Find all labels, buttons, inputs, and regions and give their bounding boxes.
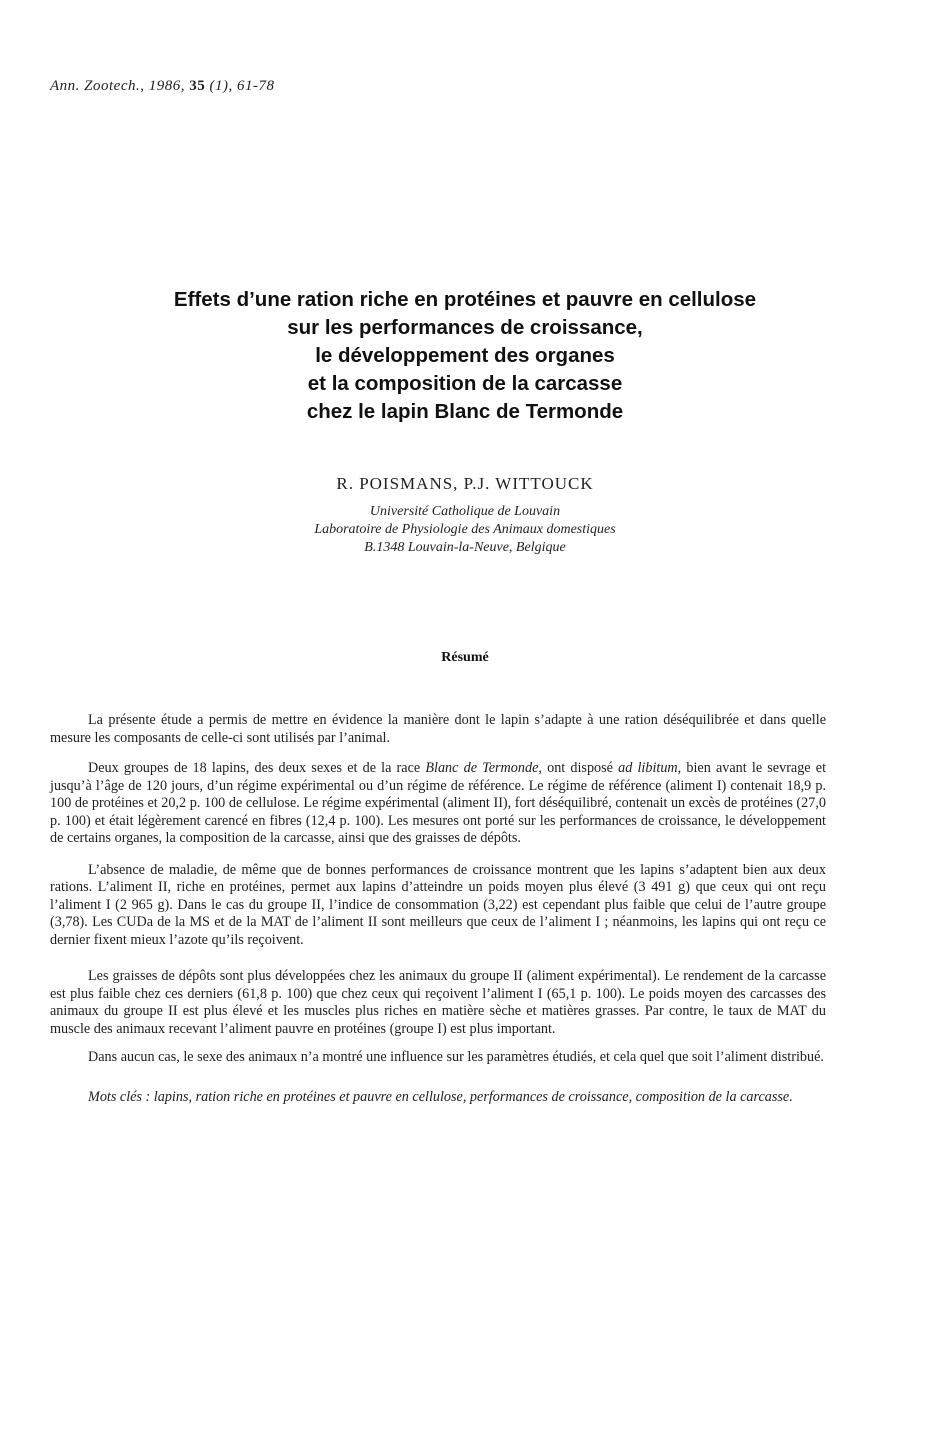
- abstract-paragraph: [50, 760, 826, 848]
- abstract-heading: Résumé: [441, 650, 489, 665]
- breed-name: Blanc de Termonde,: [425, 760, 542, 776]
- affiliation-line: Université Catholique de Louvain: [369, 504, 561, 519]
- title-line: Effets d’une ration riche en protéines et pauvre en cellulose: [173, 288, 757, 311]
- title-line: sur les performances de croissance,: [287, 316, 643, 339]
- abstract-paragraph: La présente étude a permis de mettre en évidence la manière dont le lapin s’adapte à une ration déséquilibrée et dans quelle mesure les composants de celle-ci sont utilisés par l’animal.: [50, 712, 826, 746]
- journal-name: Ann. Zootech.,: [50, 78, 145, 94]
- abstract-body: [50, 712, 826, 1119]
- paragraph-text: Deux groupes de 18 lapins, des deux sexes et de la race: [88, 760, 426, 776]
- title-line: et la composition de la carcasse: [307, 372, 623, 395]
- article-title: [40, 286, 890, 426]
- keywords: Mots clés : lapins, ration riche en protéines et pauvre en cellulose, performances de croissance, composition de la carcasse.: [88, 1088, 793, 1105]
- abstract-paragraph: L’absence de maladie, de même que de bonnes performances de croissance montrent que les lapins s’adaptent bien aux deux rations. L’aliment II, riche en protéines, permet aux lapins d’atteindre un poids moyen plus élevé (3 491 g) que ceux qui ont reçu l’aliment I (2 965 g). Dans le cas du groupe II, l’indice de consommation (3,22) est cependant plus faible que celui de l’autre groupe (3,78). Les CUDa de la MS et de la MAT de l’aliment II sont meilleurs que ceux de l’aliment I ; néanmoins, les lapins qui ont reçu ce dernier fixent mieux l’azote qu’ils reçoivent.: [50, 861, 826, 948]
- abstract-paragraph: Les graisses de dépôts sont plus développées chez les animaux du groupe II (aliment expérimental). Le rendement de la carcasse est plus faible chez ces derniers (61,8 p. 100) que chez ceux qui reçoivent l’aliment I (65,1 p. 100). Le poids moyen des carcasses des animaux du groupe II est plus élevé et les muscles plus riches en matière sèche et matières grasses. Par contre, le taux de MAT du muscle des animaux recevant l’aliment pauvre en protéines (groupe I) est plus important.: [50, 968, 826, 1037]
- affiliation-line: B.1348 Louvain-la-Neuve, Belgique: [364, 540, 566, 555]
- title-line: chez le lapin Blanc de Termonde: [306, 400, 624, 423]
- abstract-paragraph: Dans aucun cas, le sexe des animaux n’a montré une influence sur les paramètres étudiés, et cela quel que soit l’aliment distribué.: [88, 1049, 824, 1065]
- title-line: le développement des organes: [315, 344, 615, 367]
- affiliation: [40, 503, 890, 557]
- affiliation-line: Laboratoire de Physiologie des Animaux domestiques: [314, 522, 616, 537]
- issue-pages: (1), 61-78: [209, 78, 275, 94]
- publication-year: 1986,: [148, 78, 185, 94]
- paragraph-text: ont disposé: [541, 760, 619, 776]
- latin-term: ad libitum,: [618, 760, 682, 776]
- paragraph-text: bien avant le sevrage et jusqu’à l’âge de 120 jours, d’un régime expérimental ou d’un régime de référence. Le régime de référence (aliment I) contenait 18,9 p. 100 de protéines et 20,2 p. 100 de cellulose. Le régime expérimental (aliment II), fort déséquilibré, contenait un excès de protéines (27,0 p. 100) et était légèrement carencé en fibres (12,4 p. 100). Les mesures ont porté sur les performances de croissance, le développement de certains organes, la composition de la carcasse, ainsi que des graisses de dépôts.: [50, 760, 827, 846]
- authors: R. POISMANS, P.J. WITTOUCK: [336, 474, 594, 493]
- volume-number: 35: [189, 78, 206, 94]
- journal-citation: [50, 78, 275, 95]
